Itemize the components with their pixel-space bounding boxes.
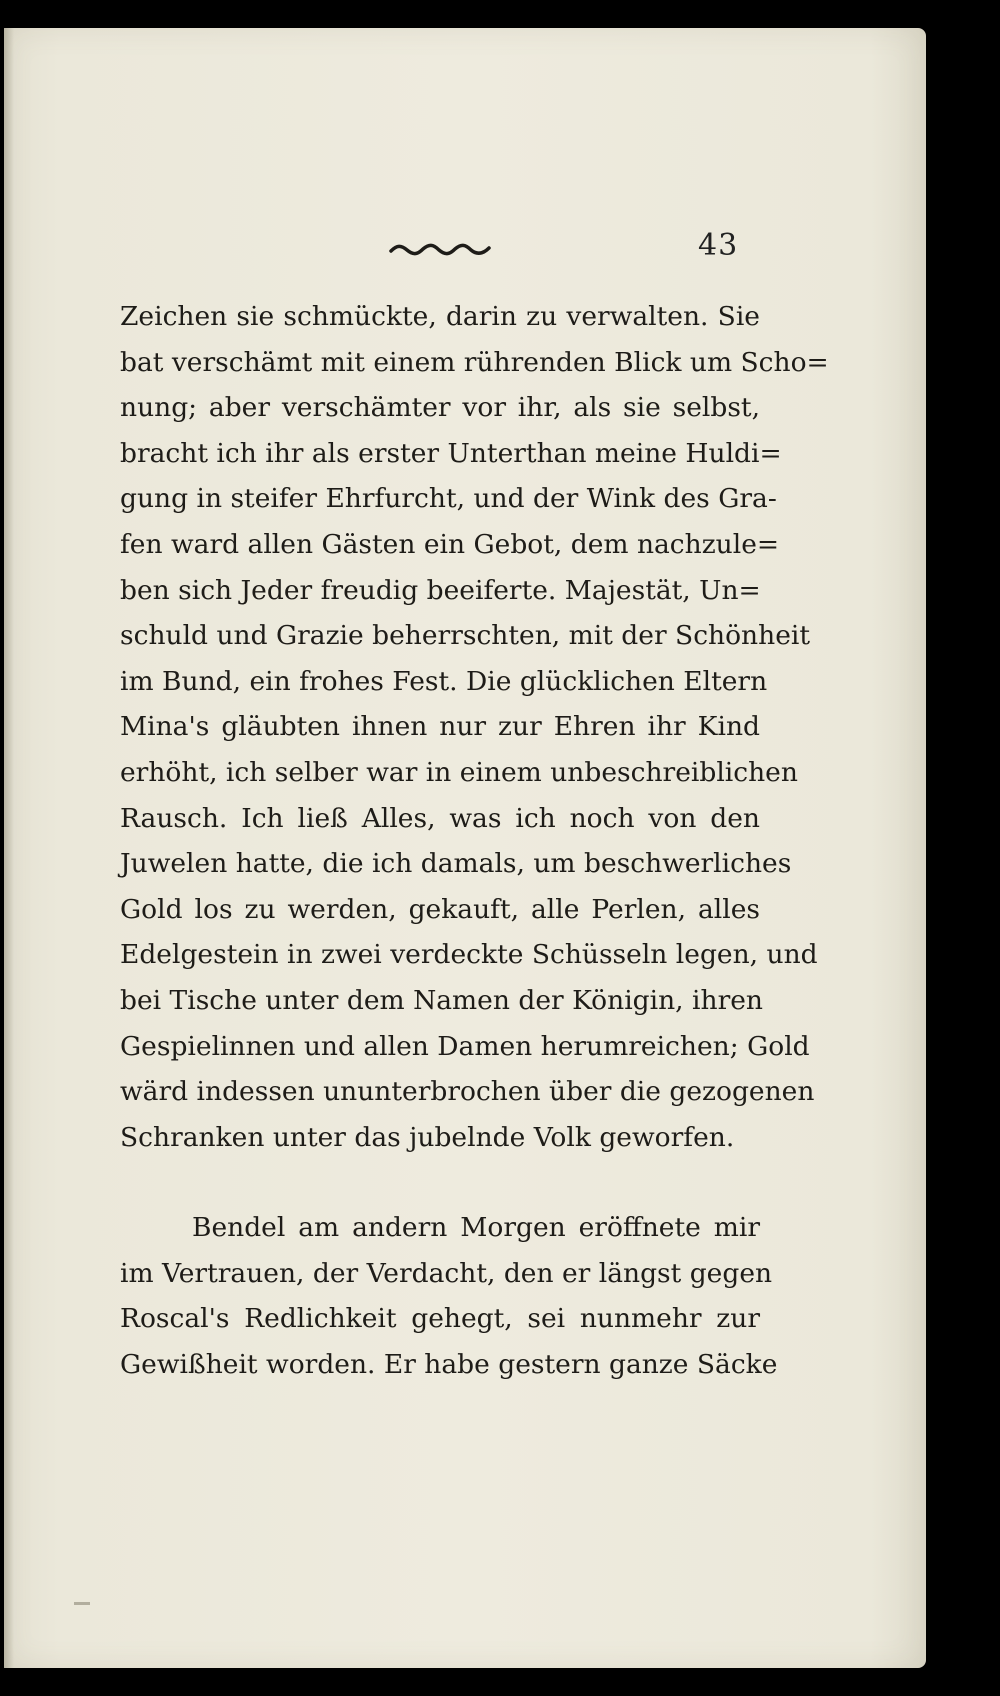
text-line: Zeichen sie schmückte, darin zu verwalten. Sie (120, 301, 760, 332)
text-line: bat verschämt mit einem rührenden Blick um Scho= (120, 346, 829, 378)
text-line: Schranken unter das jubelnde Volk geworfen. (120, 1121, 735, 1153)
text-line: fen ward allen Gästen ein Gebot, dem nachzule= (120, 528, 780, 560)
text-line: Rausch. Ich ließ Alles, was ich noch von den (120, 802, 760, 834)
text-line: Gespielinnen und allen Damen herumreichen; Gold (120, 1030, 810, 1062)
scan-border (0, 1668, 1000, 1696)
text-line: bei Tische unter dem Namen der Königin, ihren (120, 984, 763, 1016)
text-line: Roscal's Redlichkeit gehegt, sei nunmehr zur (120, 1303, 760, 1335)
paragraph (120, 294, 829, 1160)
body-text (120, 294, 829, 1388)
text-line: nung; aber verschämter vor ihr, als sie selbst, (120, 392, 760, 424)
paragraph (120, 1205, 778, 1387)
page-number: 43 (698, 228, 739, 263)
text-line: Mina's gläubten ihnen nur zur Ehren ihr Kind (120, 711, 760, 743)
text-line: Bendel am andern Morgen eröffnete mir (192, 1212, 760, 1244)
ornament-rule-icon (389, 242, 491, 258)
text-line: bracht ich ihr als erster Unterthan meine Huldi= (120, 437, 782, 469)
book-page (4, 28, 926, 1668)
text-line: Gewißheit worden. Er habe gestern ganze Säcke (120, 1349, 778, 1381)
text-line: Edelgestein in zwei verdeckte Schüsseln legen, und (120, 939, 818, 971)
text-line: wärd indessen ununterbrochen über die gezogenen (120, 1076, 815, 1108)
text-line: im Vertrauen, der Verdacht, den er längst gegen (120, 1257, 773, 1289)
text-line: gung in steifer Ehrfurcht, und der Wink des Gra- (120, 483, 777, 515)
text-line: im Bund, ein frohes Fest. Die glücklichen Eltern (120, 665, 768, 697)
paper-blemish (74, 1602, 90, 1605)
text-line: Gold los zu werden, gekauft, alle Perlen, alles (120, 893, 760, 925)
text-line: schuld und Grazie beherrschten, mit der Schönheit (120, 620, 810, 652)
text-line: erhöht, ich selber war in einem unbeschreiblichen (120, 756, 798, 788)
text-line: ben sich Jeder freudig beeiferte. Majestät, Un= (120, 574, 761, 606)
text-line: Juwelen hatte, die ich damals, um beschwerliches (120, 848, 792, 880)
page-header (4, 214, 926, 274)
